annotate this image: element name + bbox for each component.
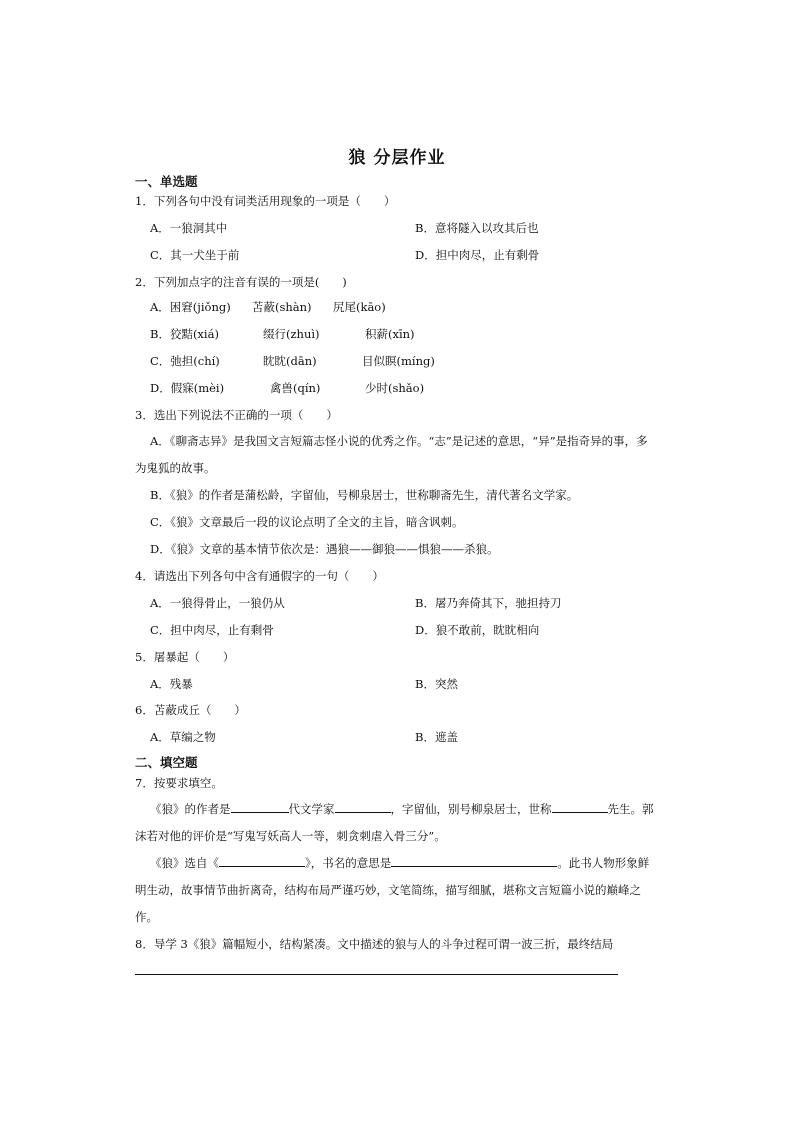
q4-option-b: B．屠乃奔倚其下，驰担持刀	[415, 596, 562, 610]
q2-option-a-1: A．困窘(jiǒng)	[150, 300, 231, 314]
blank-book-title[interactable]	[219, 854, 305, 867]
q3-option-c: C．《狼》文章最后一段的议论点明了全文的主旨，暗含讽刺。	[150, 515, 464, 529]
q2-option-c-3: 目似瞑(míng)	[362, 354, 435, 368]
q7-p2-text-1: 《狼》选自《	[150, 856, 219, 870]
section-heading-fill-in: 二、填空题	[135, 755, 198, 770]
q7-p1-text-2: 代文学家	[288, 802, 335, 816]
question-7: 7．按要求填空。	[135, 776, 223, 790]
q1-option-b: B．意将隧入以攻其后也	[415, 221, 539, 235]
question-3: 3．选出下列说法不正确的一项（ ）	[135, 408, 338, 422]
q1-option-c: C．其一犬坐于前	[150, 248, 240, 262]
question-5: 5．屠暴起（ ）	[135, 650, 235, 664]
q7-p2-text-2: 》，书名的意思是	[305, 856, 392, 870]
q2-option-d-2: 禽兽(qín)	[270, 381, 321, 395]
question-4: 4．请选出下列各句中含有通假字的一句（ ）	[135, 569, 384, 583]
q2-option-b-3: 积薪(xīn)	[365, 327, 415, 341]
q2-option-b-1: B．狡黠(xiá)	[150, 327, 219, 341]
q7-paragraph-2	[135, 850, 657, 931]
q2-option-d-3: 少时(shǎo)	[365, 381, 425, 395]
blank-title-name[interactable]	[552, 800, 608, 813]
blank-dynasty[interactable]	[231, 800, 289, 813]
section-heading-single-choice: 一、单选题	[135, 174, 198, 189]
q3-option-b: B．《狼》的作者是蒲松龄，字留仙，号柳泉居士，世称聊斋先生，清代著名文学家。	[150, 488, 579, 502]
q3-option-d: D．《狼》文章的基本情节依次是：遇狼——御狼——惧狼——杀狼。	[150, 542, 499, 556]
q5-option-a: A．残暴	[150, 677, 193, 691]
q3-option-a: A．《聊斋志异》是我国文言短篇志怪小说的优秀之作。“志”是记述的意思，“异”是指奇异的事，多为鬼狐的故事。	[135, 434, 648, 475]
q4-option-a: A．一狼得骨止，一狼仍从	[150, 596, 285, 610]
question-2: 2．下列加点字的注音有误的一项是( )	[135, 275, 347, 289]
q2-option-d-1: D．假寐(mèi)	[150, 381, 225, 395]
q4-option-d: D．狼不敢前，眈眈相向	[415, 623, 540, 637]
q1-option-a: A．一狼洞其中	[150, 221, 228, 235]
q2-option-a-3: 尻尾(kāo)	[333, 300, 386, 314]
q4-option-c: C．担中肉尽，止有剩骨	[150, 623, 274, 637]
question-1: 1．下列各句中没有词类活用现象的一项是（ ）	[135, 194, 396, 208]
q7-p1-text-1: 《狼》的作者是	[150, 802, 231, 816]
blank-book-meaning[interactable]	[391, 854, 557, 867]
q2-option-c-1: C．弛担(chí)	[150, 354, 220, 368]
q7-p1-text-4: 先生。郭沫若对他的评价是“写鬼写妖高人一等，刺贪刺虐入骨三分”。	[135, 802, 654, 843]
q6-option-b: B．遮盖	[415, 730, 458, 744]
q7-paragraph-1	[135, 796, 657, 850]
q1-option-d: D．担中肉尽，止有剩骨	[415, 248, 540, 262]
q7-p1-text-3: ，字留仙，别号柳泉居士，世称	[390, 802, 552, 816]
answer-line[interactable]	[135, 974, 618, 975]
q7-p2-text-3: 。此书人物形象鲜明生动，故事情节曲折离奇，结构布局严谨巧妙，文笔简练，描写细腻，堪称文言短篇小说的巅峰之作。	[135, 856, 650, 924]
q2-option-a-2: 苫蔽(shàn)	[252, 300, 312, 314]
q5-option-b: B．突然	[415, 677, 458, 691]
blank-author-name[interactable]	[335, 800, 391, 813]
page-title: 狼 分层作业	[348, 148, 446, 168]
q6-option-a: A．草编之物	[150, 730, 216, 744]
question-8: 8．导学 3《狼》篇幅短小，结构紧凑。文中描述的狼与人的斗争过程可谓一波三折，最终结局	[135, 937, 614, 951]
q2-option-c-2: 眈眈(dān)	[263, 354, 317, 368]
question-6: 6．苫蔽成丘（ ）	[135, 703, 246, 717]
q2-option-b-2: 缀行(zhuì)	[263, 327, 320, 341]
